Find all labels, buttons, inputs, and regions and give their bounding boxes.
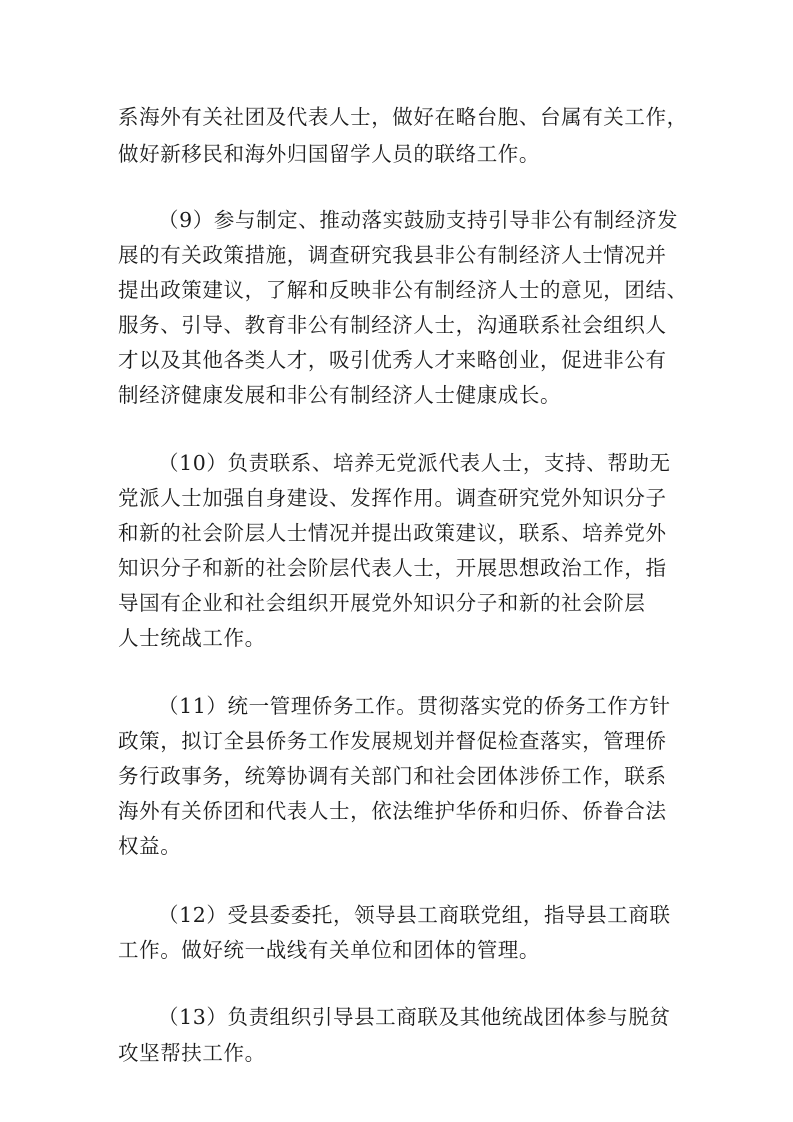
text-line: 党派人士加强自身建设、发挥作用。调查研究党外知识分子 xyxy=(118,486,667,510)
text-line: （11）统一管理侨务工作。贯彻落实党的侨务工作方针 xyxy=(158,694,671,718)
text-line: 才以及其他各类人才，吸引优秀人才来略创业，促进非公有 xyxy=(118,348,667,372)
text-line: 知识分子和新的社会阶层代表人士，开展思想政治工作，指 xyxy=(118,556,667,580)
text-line: 做好新移民和海外归国留学人员的联络工作。 xyxy=(118,142,540,166)
text-line: 工作。做好统一战线有关单位和团体的管理。 xyxy=(118,938,540,962)
text-line: 展的有关政策措施，调查研究我县非公有制经济人士情况并 xyxy=(118,243,667,267)
text-line: 系海外有关社团及代表人士，做好在略台胞、台属有关工作， xyxy=(118,105,688,129)
text-line: 务行政事务，统筹协调有关部门和社会团体涉侨工作，联系 xyxy=(118,764,667,788)
text-line: （12）受县委委托，领导县工商联党组，指导县工商联 xyxy=(158,903,671,927)
text-line: 提出政策建议，了解和反映非公有制经济人士的意见，团结、 xyxy=(118,278,688,302)
text-line: 导国有企业和社会组织开展党外知识分子和新的社会阶层 xyxy=(118,591,646,615)
text-line: 人士统战工作。 xyxy=(118,626,266,650)
text-line: （10）负责联系、培养无党派代表人士，支持、帮助无 xyxy=(158,451,671,475)
text-line: （13）负责组织引导县工商联及其他统战团体参与脱贫 xyxy=(158,1005,671,1029)
text-line: 攻坚帮扶工作。 xyxy=(118,1041,266,1065)
text-line: 政策，拟订全县侨务工作发展规划并督促检查落实，管理侨 xyxy=(118,729,667,753)
text-line: 权益。 xyxy=(118,834,182,858)
text-line: 制经济健康发展和非公有制经济人士健康成长。 xyxy=(118,383,562,407)
text-line: 和新的社会阶层人士情况并提出政策建议，联系、培养党外 xyxy=(118,521,667,545)
text-line: （9）参与制定、推动落实鼓励支持引导非公有制经济发 xyxy=(158,208,679,232)
text-line: 服务、引导、教育非公有制经济人士，沟通联系社会组织人 xyxy=(118,313,667,337)
text-line: 海外有关侨团和代表人士，依法维护华侨和归侨、侨眷合法 xyxy=(118,799,667,823)
